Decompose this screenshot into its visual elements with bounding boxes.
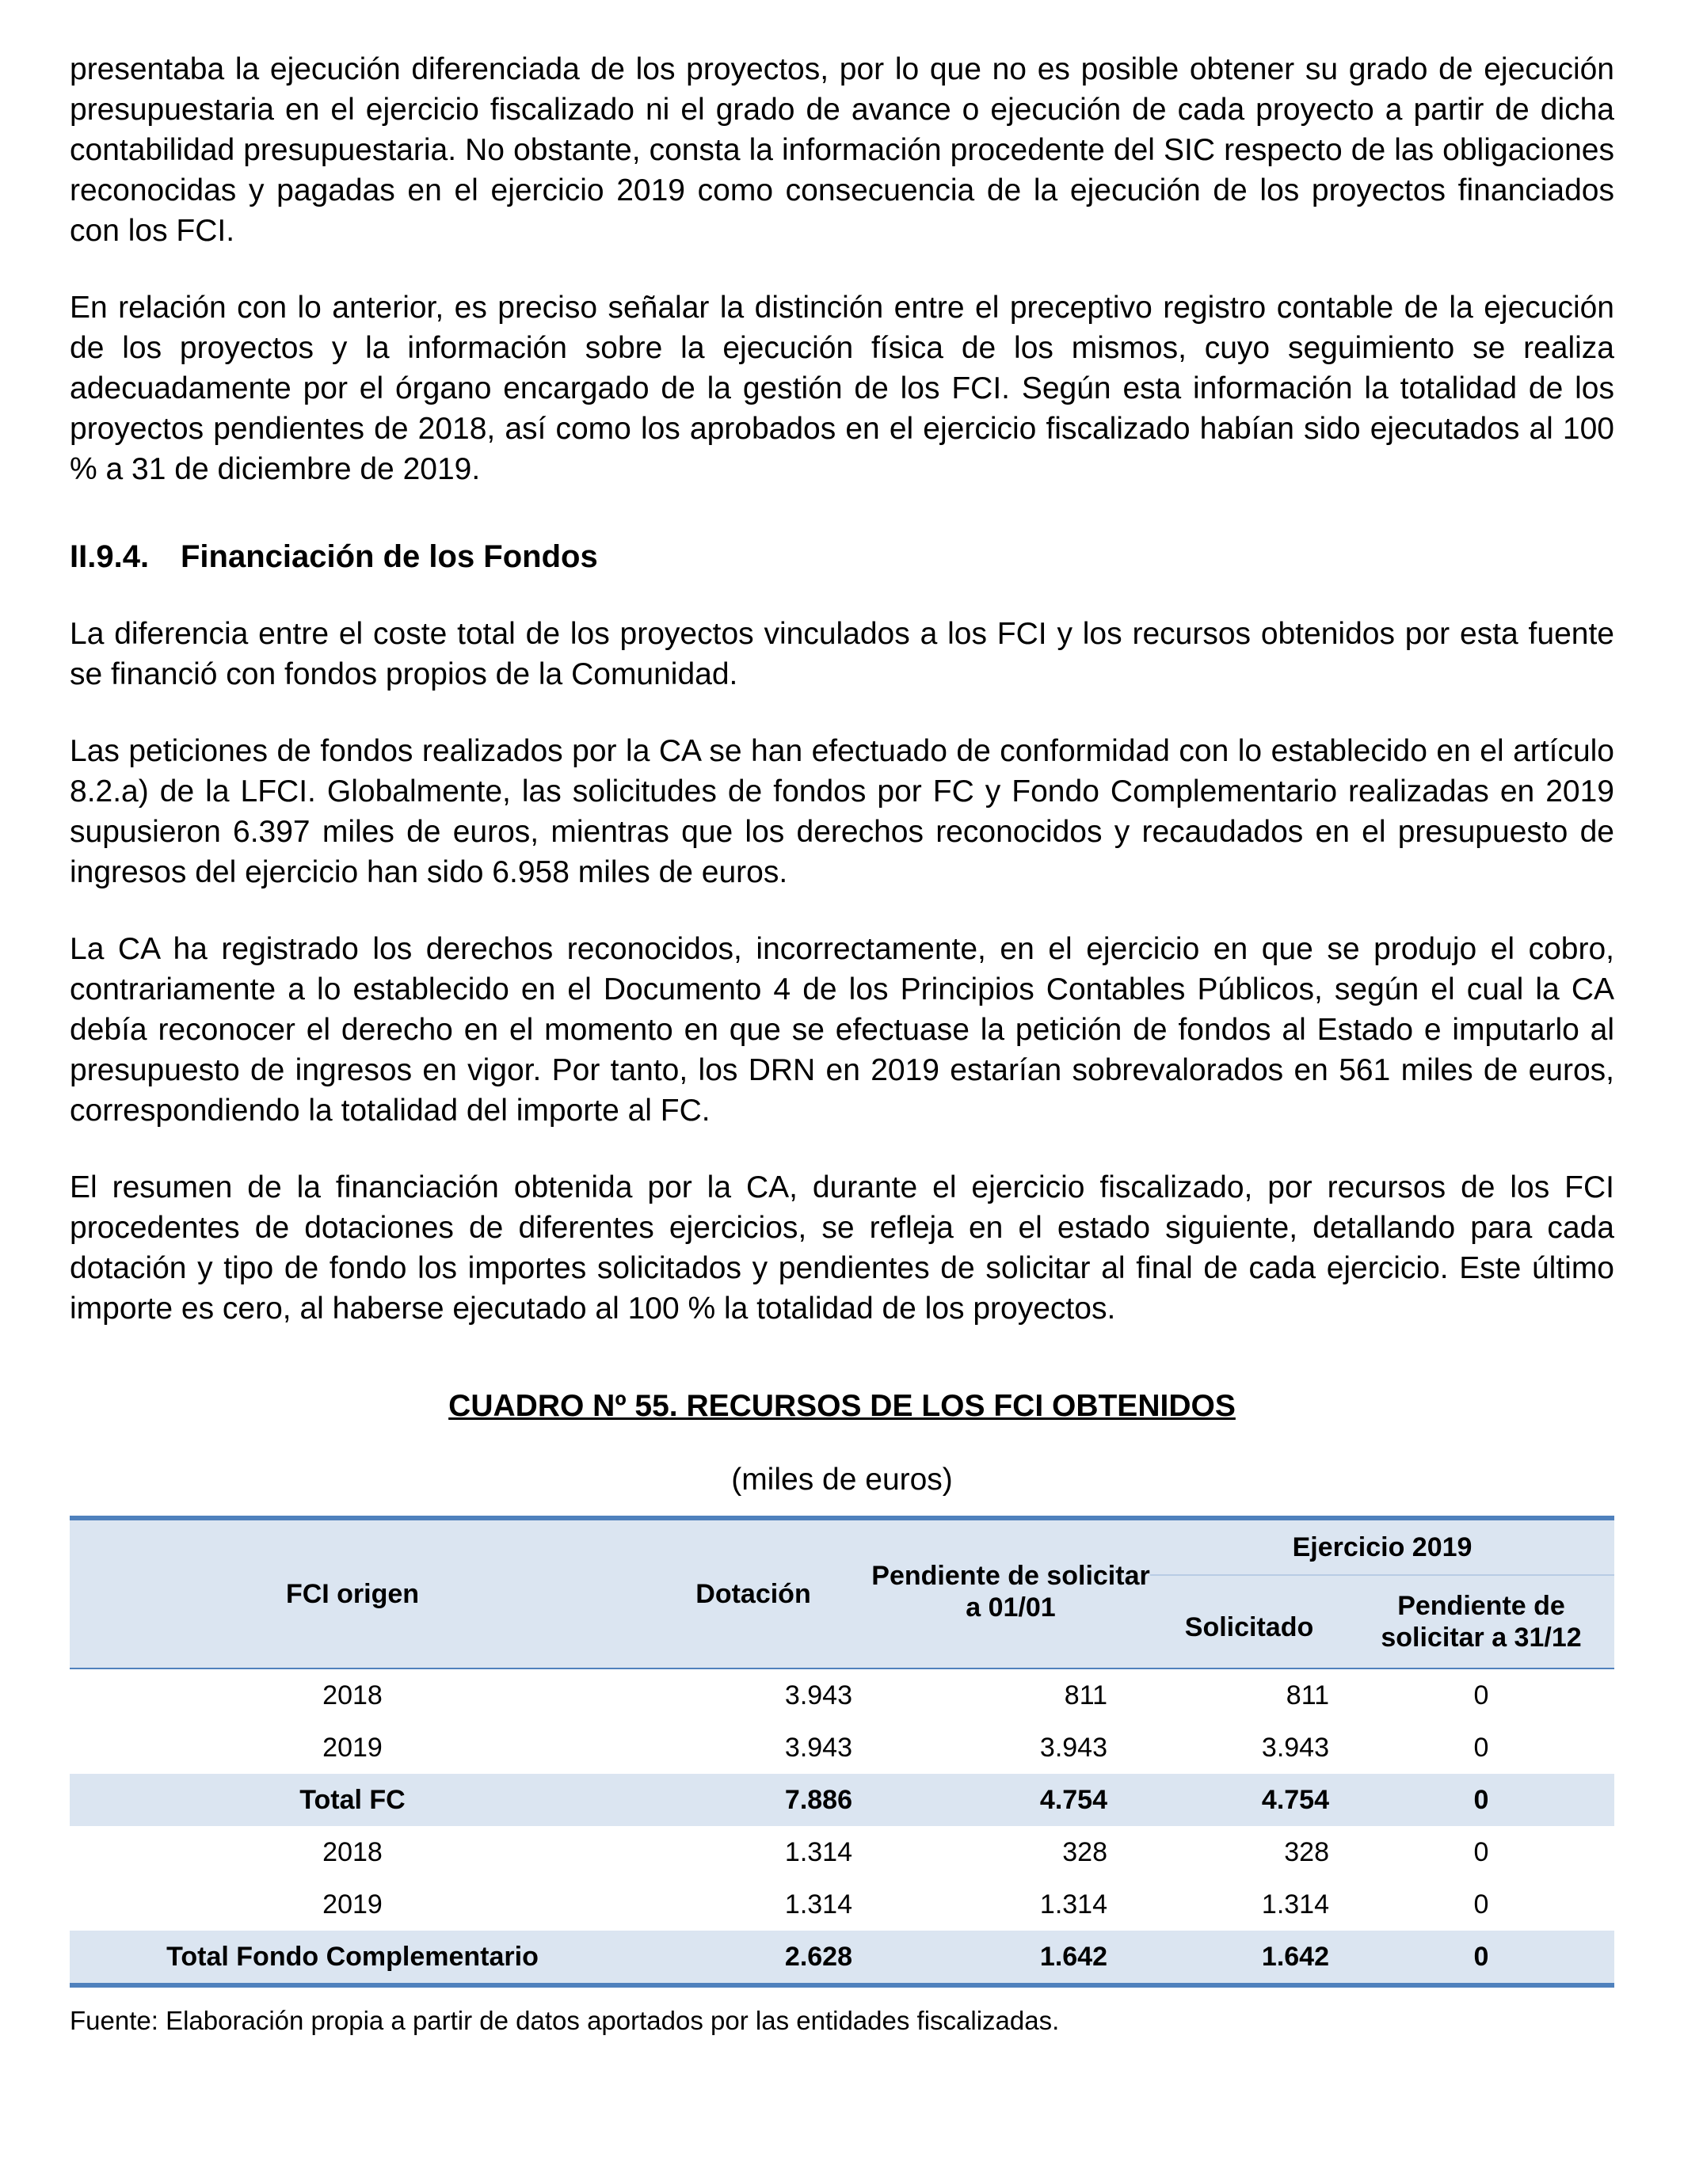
paragraph-financing-summary: El resumen de la financiación obtenida por la CA, durante el ejercicio fiscalizado, por recursos de los FCI procedentes de dotaciones de diferentes ejercicios, se refleja en el estado siguiente, detallando para cada dotación y tipo de fondo los importes solicitados y pendientes de solicitar al final de cada ejercicio. Este último importe es cero, al haberse ejecutado al 100 % la totalidad de los proyectos.	[70, 1170, 1614, 1326]
table-row-total	[70, 1931, 1614, 1985]
cell-pendiente-fin: 0	[1473, 1732, 1489, 1763]
cell-pendiente-inicio: 811	[1064, 1680, 1107, 1710]
cell-origen: 2018	[322, 1836, 383, 1867]
cell-pendiente-inicio: 3.943	[1039, 1732, 1107, 1763]
cell-pendiente-inicio: 1.314	[1039, 1889, 1107, 1920]
header-pendiente-inicio: Pendiente de solicitar a 01/01	[871, 1518, 1150, 1668]
cell-origen: 2019	[322, 1732, 383, 1763]
cell-solicitado: 811	[1286, 1680, 1329, 1710]
document-page	[70, 49, 1614, 2038]
cell-pendiente-inicio: 4.754	[871, 1774, 1150, 1826]
table-title: CUADRO Nº 55. RECURSOS DE LOS FCI OBTENIDOS	[448, 1389, 1236, 1423]
cell-pendiente-fin: 0	[1473, 1680, 1489, 1710]
cell-origen: 2019	[322, 1889, 383, 1920]
header-dotacion: Dotación	[635, 1518, 871, 1668]
cell-pendiente-fin: 0	[1473, 1889, 1489, 1920]
table-row-total	[70, 1774, 1614, 1826]
table-row	[70, 1826, 1614, 1878]
header-ejercicio-2019: Ejercicio 2019	[1150, 1518, 1614, 1575]
table-units: (miles de euros)	[731, 1463, 953, 1497]
cell-dotacion: 3.943	[784, 1732, 852, 1763]
cell-solicitado: 328	[1284, 1836, 1329, 1867]
paragraph-recognized-rights: La CA ha registrado los derechos reconocidos, incorrectamente, en el ejercicio en que se produjo el cobro, contrariamente a lo establecido en el Documento 4 de los Principios Contables Públicos, según el cual la CA debía reconocer el derecho en el momento en que se efectuase la petición de fondos al Estado e imputarlo al presupuesto de ingresos en vigor. Por tanto, los DRN en 2019 estarían sobrevalorados en 561 miles de euros, correspondiendo la totalidad del importe al FC.	[70, 932, 1614, 1128]
section-number: II.9.4.	[70, 539, 150, 574]
cell-dotacion: 7.886	[635, 1774, 871, 1826]
cell-dotacion: 1.314	[784, 1889, 852, 1920]
paragraph-own-funds: La diferencia entre el coste total de los proyectos vinculados a los FCI y los recursos obtenidos por esta fuente se financió con fondos propios de la Comunidad.	[70, 617, 1614, 691]
cell-solicitado: 3.943	[1261, 1732, 1329, 1763]
cell-dotacion: 1.314	[784, 1836, 852, 1867]
cell-origen: 2018	[322, 1680, 383, 1710]
table-row	[70, 1668, 1614, 1722]
section-title: Financiación de los Fondos	[181, 539, 598, 574]
table-row	[70, 1722, 1614, 1774]
cell-pendiente-fin: 0	[1348, 1774, 1614, 1826]
table-source: Fuente: Elaboración propia a partir de datos aportados por las entidades fiscalizadas.	[70, 2006, 1060, 2035]
cell-pendiente-inicio: 328	[1062, 1836, 1107, 1867]
paragraph-budget-execution: presentaba la ejecución diferenciada de los proyectos, por lo que no es posible obtener su grado de ejecución presupuestaria en el ejercicio fiscalizado ni el grado de avance o ejecución de cada proyecto a partir de dicha contabilidad presupuestaria. No obstante, consta la información procedente del SIC respecto de las obligaciones reconocidas y pagadas en el ejercicio 2019 como consecuencia de la ejecución de los proyectos financiados con los FCI.	[70, 52, 1614, 248]
cell-origen: Total FC	[70, 1774, 635, 1826]
paragraph-fund-requests: Las peticiones de fondos realizados por la CA se han efectuado de conformidad con lo establecido en el artículo 8.2.a) de la LFCI. Globalmente, las solicitudes de fondos por FC y Fondo Complementario realizadas en 2019 supusieron 6.397 miles de euros, mientras que los derechos reconocidos y recaudados en el presupuesto de ingresos del ejercicio han sido 6.958 miles de euros.	[70, 734, 1614, 889]
cell-dotacion: 3.943	[784, 1680, 852, 1710]
cell-dotacion: 2.628	[635, 1931, 871, 1985]
cell-solicitado: 4.754	[1150, 1774, 1348, 1826]
cell-pendiente-fin: 0	[1348, 1931, 1614, 1985]
cell-pendiente-fin: 0	[1473, 1836, 1489, 1867]
cell-pendiente-inicio: 1.642	[871, 1931, 1150, 1985]
cell-origen: Total Fondo Complementario	[70, 1931, 635, 1985]
table-row	[70, 1878, 1614, 1931]
cell-solicitado: 1.642	[1150, 1931, 1348, 1985]
header-fci-origen: FCI origen	[70, 1518, 635, 1668]
section-heading	[70, 537, 1614, 577]
header-solicitado: Solicitado	[1150, 1575, 1348, 1668]
header-pendiente-fin: Pendiente de solicitar a 31/12	[1348, 1575, 1614, 1668]
cell-solicitado: 1.314	[1261, 1889, 1329, 1920]
fci-resources-table	[70, 1516, 1614, 1988]
paragraph-physical-execution: En relación con lo anterior, es preciso señalar la distinción entre el preceptivo registro contable de la ejecución de los proyectos y la información sobre la ejecución física de los mismos, cuyo seguimiento se realiza adecuadamente por el órgano encargado de la gestión de los FCI. Según esta información la totalidad de los proyectos pendientes de 2018, así como los aprobados en el ejercicio fiscalizado habían sido ejecutados al 100 % a 31 de diciembre de 2019.	[70, 291, 1614, 486]
